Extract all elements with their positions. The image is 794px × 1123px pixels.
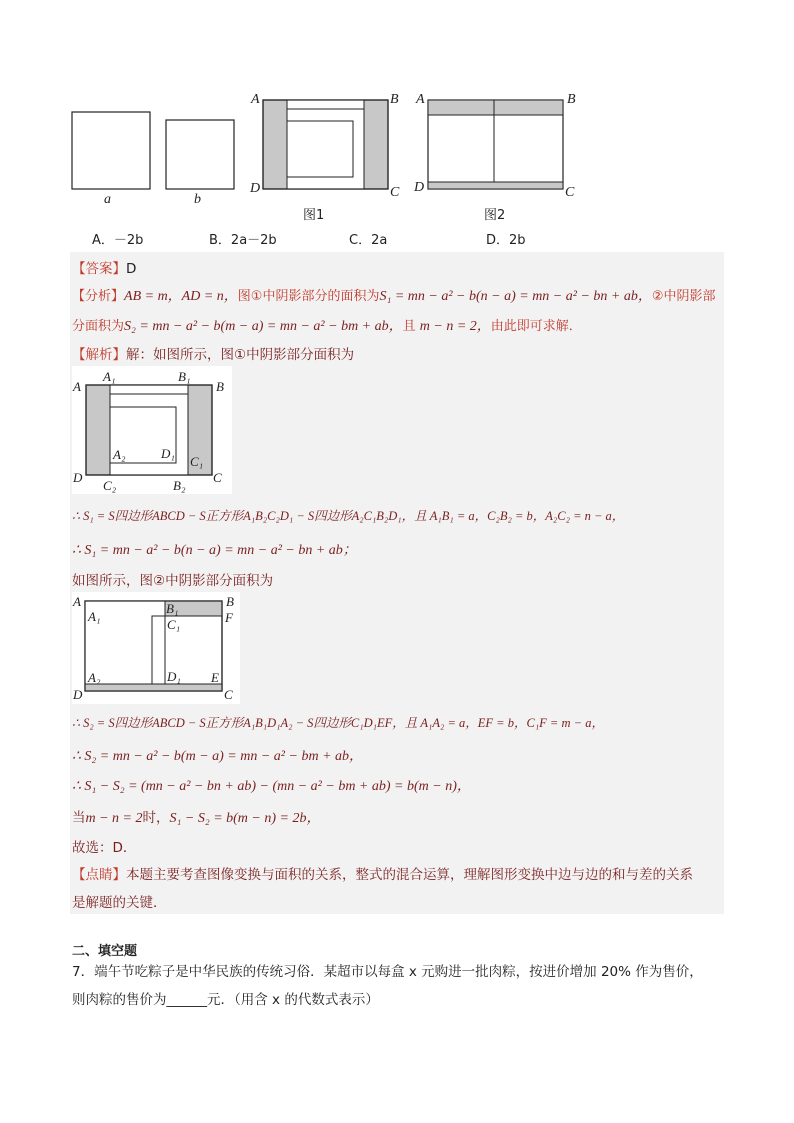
figure-1 bbox=[263, 100, 388, 189]
square-a-label: a bbox=[104, 192, 111, 207]
analysis-line-1: 【分析】AB = m，AD = n，图①中阴影部分的面积为S₁ = mn − a² − b(n − a) = mn − a² − bn + ab，②中阴影部 bbox=[72, 289, 716, 304]
fig4-label-d: D bbox=[73, 687, 83, 702]
section-heading: 二、填空题 bbox=[72, 944, 138, 959]
fig2-corner-c: C bbox=[565, 185, 575, 200]
solution-eq-5: ∴ S₁ − S₂ = (mn − a² − bn + ab) − (mn − a² − bm + ab) = b(m − n)， bbox=[72, 779, 471, 794]
fig3-label-c1: C₁ bbox=[190, 454, 204, 469]
solution-eq-4: ∴ S₂ = mn − a² − b(m − a) = mn − a² − bm + ab， bbox=[72, 749, 364, 764]
option-c: C．2a bbox=[349, 233, 388, 248]
fig4-label-c1: C₁ bbox=[167, 617, 181, 632]
fig2-corner-a: A bbox=[416, 92, 425, 107]
analysis-line-2: 分面积为S₂ = mn − a² − b(m − a) = mn − a² − bm + ab，且 m − n = 2，由此即可求解． bbox=[72, 319, 582, 334]
figure-2 bbox=[428, 100, 563, 189]
solution-intro: 【解析】解：如图所示，图①中阴影部分面积为 bbox=[72, 347, 355, 363]
fig1-corner-d: D bbox=[250, 181, 261, 196]
solution-choice: 故选：D． bbox=[72, 840, 137, 856]
fig4-label-b: B bbox=[226, 594, 234, 609]
comment-line-1: 【点睛】本题主要考查图像变换与面积的关系，整式的混合运算，理解图形变换中边与边的和与差的关系 bbox=[72, 867, 693, 883]
fig4-label-c: C bbox=[224, 687, 233, 702]
figure-2-caption: 图2 bbox=[484, 208, 506, 223]
fig4-label-d1: D₁ bbox=[167, 669, 181, 684]
answer-value: D bbox=[126, 261, 137, 277]
solution-tag: 【解析】 bbox=[72, 347, 126, 363]
fig4-label-b1: B₁ bbox=[166, 601, 179, 616]
fig3-label-a1: A₁ bbox=[103, 369, 116, 384]
fig3-label-d: D bbox=[73, 470, 83, 485]
fig3-label-a: A bbox=[73, 379, 81, 394]
square-a bbox=[72, 112, 150, 189]
fig3-label-d1: D₁ bbox=[161, 446, 175, 461]
fig1-corner-a: A bbox=[251, 92, 260, 107]
fig2-corner-d: D bbox=[414, 180, 425, 195]
question-7-line-1: 7．端午节吃粽子是中华民族的传统习俗．某超市以每盒 x 元购进一批肉粽，按进价增加 20% 作为售价， bbox=[72, 964, 703, 980]
top-figures bbox=[60, 88, 600, 210]
solution-intro-2: 如图所示，图②中阴影部分面积为 bbox=[72, 573, 274, 589]
fig1-corner-b: B bbox=[390, 92, 399, 107]
fig3-label-c: C bbox=[213, 470, 222, 485]
fig4-label-a1: A₁ bbox=[88, 609, 101, 624]
comment-tag: 【点睛】 bbox=[72, 867, 126, 883]
solution-eq-6: 当m − n = 2时，S₁ − S₂ = b(m − n) = 2b， bbox=[72, 810, 321, 826]
fig3-label-b2: B₂ bbox=[173, 478, 186, 493]
option-a: A．－2b bbox=[92, 233, 144, 248]
fig2-corner-b: B bbox=[567, 92, 576, 107]
solution-figure-2 bbox=[72, 592, 240, 704]
solution-eq-1: ∴ S₁ = S四边形ABCD − S正方形A₁B₂C₂D₁ − S四边形A₂C₁B₂D₁，且 A₁B₁ = a，C₂B₂ = b，A₂C₂ = n − a， bbox=[72, 509, 625, 523]
fig4-label-a2: A₂ bbox=[88, 670, 101, 685]
analysis-tag: 【分析】 bbox=[72, 289, 125, 304]
figure-1-caption: 图1 bbox=[303, 208, 325, 223]
fig4-label-e: E bbox=[211, 670, 219, 685]
solution-figure-1 bbox=[72, 366, 232, 494]
square-b-label: b bbox=[194, 192, 201, 207]
answer-line bbox=[72, 257, 136, 277]
fig4-label-a: A bbox=[73, 594, 81, 609]
fig4-label-f: F bbox=[225, 610, 233, 625]
option-d: D．2b bbox=[486, 233, 526, 248]
solution-eq-3: ∴ S₂ = S四边形ABCD − S正方形A₁B₁D₁A₂ − S四边形C₁D₁EF，且 A₁A₂ = a，EF = b，C₁F = m − a， bbox=[72, 716, 604, 730]
solution-eq-2: ∴ S₁ = mn − a² − b(n − a) = mn − a² − bn + ab； bbox=[72, 543, 357, 558]
fig1-corner-c: C bbox=[390, 185, 400, 200]
comment-line-2: 是解题的关键． bbox=[72, 895, 167, 911]
square-b bbox=[166, 120, 234, 189]
fig3-label-c2: C₂ bbox=[103, 478, 117, 493]
answer-tag: 【答案】 bbox=[72, 261, 126, 277]
question-7-line-2: 则肉粽的售价为______元．（用含 x 的代数式表示） bbox=[72, 992, 379, 1008]
option-b: B．2a－2b bbox=[209, 233, 277, 248]
fig3-label-b: B bbox=[216, 379, 224, 394]
fig3-label-a2: A₂ bbox=[113, 447, 126, 462]
fig3-label-b1: B₁ bbox=[178, 369, 191, 384]
